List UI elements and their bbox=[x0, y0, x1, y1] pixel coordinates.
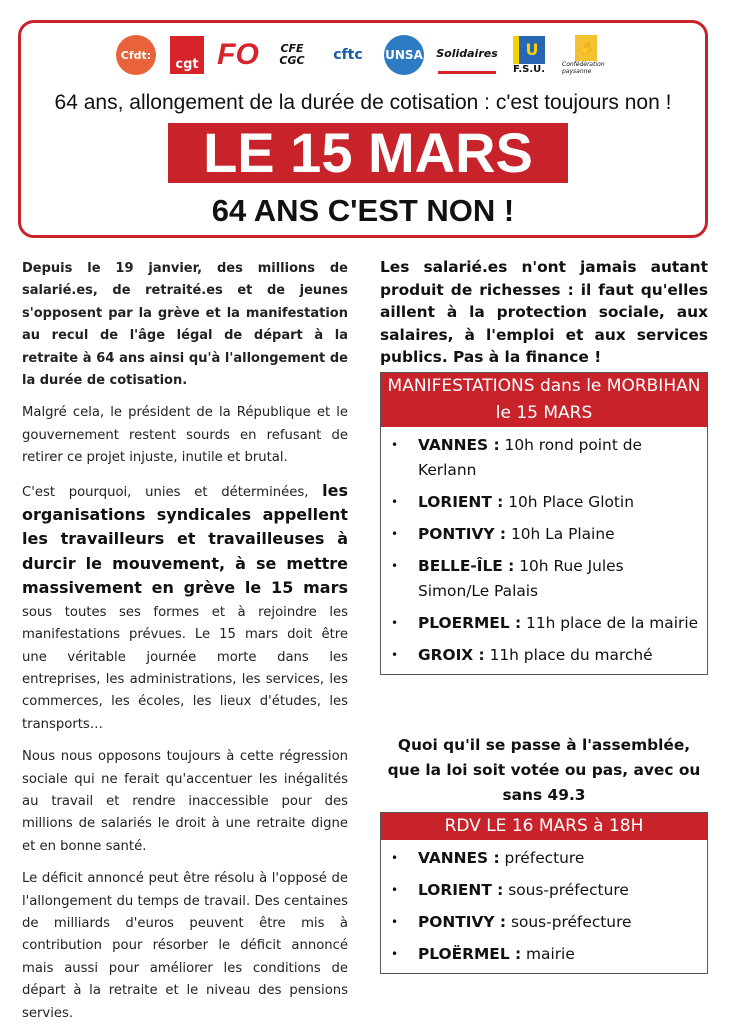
city-name: GROIX : bbox=[418, 646, 485, 664]
list-item bbox=[391, 522, 699, 547]
list-item-text bbox=[418, 878, 629, 903]
bullet-icon: • bbox=[391, 616, 399, 630]
paragraph-2: Malgré cela, le président de la République et le gouvernement restent sourds en refusant de retirer ce projet injuste, inutile et brutal. bbox=[22, 405, 348, 466]
event-detail: 10h Rue Jules Simon/Le Palais bbox=[418, 557, 624, 600]
fsu-mark-icon: U bbox=[513, 36, 545, 64]
paragraph-4: Nous nous opposons toujours à cette régression sociale qui ne ferait qu'accentuer les inégalités au travail et rendre inaccessible pour des millions de salariés le droit à une retraite digne et en bonne santé. bbox=[22, 749, 348, 854]
bullet-icon: • bbox=[391, 648, 399, 662]
list-item-text bbox=[418, 554, 699, 604]
city-name: LORIENT : bbox=[418, 881, 504, 899]
header-box bbox=[18, 20, 708, 238]
fsu-logo bbox=[510, 33, 548, 77]
manifestations-box bbox=[380, 372, 708, 675]
event-detail: mairie bbox=[521, 945, 575, 963]
bullet-icon: • bbox=[391, 947, 399, 961]
right-column bbox=[380, 256, 708, 963]
unsa-logo: UNSA bbox=[384, 35, 424, 75]
event-detail: 11h place du marché bbox=[484, 646, 653, 664]
list-item-text bbox=[418, 643, 653, 668]
cfdt-logo: Cfdt: bbox=[116, 35, 156, 75]
bullet-icon: • bbox=[391, 851, 399, 865]
list-item bbox=[391, 878, 699, 903]
event-detail: 10h Place Glotin bbox=[503, 493, 634, 511]
list-item bbox=[391, 910, 699, 935]
list-item-text bbox=[418, 611, 698, 636]
cftc-logo: cftc bbox=[333, 47, 363, 63]
rdv-list bbox=[381, 840, 707, 973]
fsu-label: F.S.U. bbox=[512, 63, 546, 75]
list-item bbox=[391, 643, 699, 668]
lead-paragraph: Les salarié.es n'ont jamais autant produit de richesses : il faut qu'elles aillent à la protection sociale, aux salaires, à l'emploi et aux services publics. Pas à la finance ! bbox=[380, 258, 708, 366]
manifestations-title: MANIFESTATIONS dans le MORBIHAN le 15 MARS bbox=[381, 373, 707, 427]
event-detail: sous-préfecture bbox=[506, 913, 632, 931]
list-item bbox=[391, 554, 699, 604]
city-name: PONTIVY : bbox=[418, 913, 507, 931]
left-column bbox=[22, 258, 348, 1035]
bullet-icon: • bbox=[391, 527, 399, 541]
city-name: LORIENT : bbox=[418, 493, 504, 511]
list-item bbox=[391, 433, 699, 483]
paragraph-3-start: C'est pourquoi, unies et déterminées, bbox=[22, 484, 323, 500]
paragraph-3 bbox=[22, 480, 348, 736]
confederation-paysanne-mark-icon: ✋ bbox=[575, 35, 597, 61]
event-detail: 10h La Plaine bbox=[506, 525, 615, 543]
event-detail: préfecture bbox=[499, 849, 585, 867]
city-name: VANNES : bbox=[418, 436, 500, 454]
assembly-statement: Quoi qu'il se passe à l'assemblée, que la loi soit votée ou pas, avec ou sans 49.3 bbox=[387, 736, 701, 804]
list-item bbox=[391, 490, 699, 515]
list-item-text bbox=[418, 910, 632, 935]
date-banner: LE 15 MARS bbox=[168, 123, 568, 183]
bullet-icon: • bbox=[391, 495, 399, 509]
bullet-icon: • bbox=[391, 438, 399, 452]
list-item-text bbox=[418, 433, 699, 483]
bullet-icon: • bbox=[391, 883, 399, 897]
union-logos bbox=[21, 33, 705, 77]
list-item-text bbox=[418, 490, 634, 515]
list-item bbox=[391, 846, 699, 871]
city-name: PLOËRMEL : bbox=[418, 945, 522, 963]
confederation-paysanne-logo bbox=[562, 33, 610, 77]
cgt-logo: cgt bbox=[170, 36, 204, 74]
cfe-cgc-logo: CFE CGC bbox=[279, 42, 305, 67]
headline: 64 ANS C'EST NON ! bbox=[211, 193, 515, 228]
rdv-box bbox=[380, 812, 708, 974]
event-detail: sous-préfecture bbox=[503, 881, 629, 899]
subtitle: 64 ans, allongement de la durée de cotisation : c'est toujours non ! bbox=[54, 91, 672, 114]
manifestations-list bbox=[381, 427, 707, 674]
city-name: VANNES : bbox=[418, 849, 500, 867]
event-detail: 11h place de la mairie bbox=[521, 614, 699, 632]
rdv-title: RDV LE 16 MARS à 18H bbox=[381, 813, 707, 840]
list-item-text bbox=[418, 522, 615, 547]
list-item bbox=[391, 942, 699, 967]
event-detail: 10h rond point de Kerlann bbox=[418, 436, 642, 479]
paragraph-3-end: sous toutes ses formes et à rejoindre les manifestations prévues. Le 15 mars doit être une véritable journée morte dans les entreprises, les administrations, les services, les commerces, les écoles, les lieux d'études, les transports… bbox=[22, 604, 348, 732]
city-name: PLOERMEL : bbox=[418, 614, 522, 632]
paragraph-5: Le déficit annoncé peut être résolu à l'opposé de l'allongement du temps de travail. Des centaines de milliards d'euros peuvent être mis à contribution pour résorber le déficit annoncé mais aussi pour améliorer les conditions de départ à la retraite et le niveau des pensions servies. bbox=[22, 871, 348, 1021]
confederation-paysanne-label: Confédération paysanne bbox=[562, 61, 605, 75]
list-item-text bbox=[418, 846, 584, 871]
list-item-text bbox=[418, 942, 575, 967]
bullet-icon: • bbox=[391, 915, 399, 929]
list-item bbox=[391, 611, 699, 636]
city-name: PONTIVY : bbox=[418, 525, 507, 543]
bullet-icon: • bbox=[391, 559, 399, 573]
solidaires-logo: Solidaires bbox=[438, 36, 496, 74]
city-name: BELLE-ÎLE : bbox=[418, 557, 515, 575]
fo-logo: FO bbox=[217, 38, 259, 71]
strike-call: les organisations syndicales appellent les travailleurs et travailleuses à durcir le mouvement, à se mettre massivement en grève le 15 mars bbox=[22, 480, 348, 598]
intro-paragraph: Depuis le 19 janvier, des millions de salarié.es, de retraité.es et de jeunes s'opposent par la grève et la manifestation au recul de l'âge légal de départ à la retraite à 64 ans ainsi qu'à l'allongement de la durée de cotisation. bbox=[22, 261, 348, 389]
